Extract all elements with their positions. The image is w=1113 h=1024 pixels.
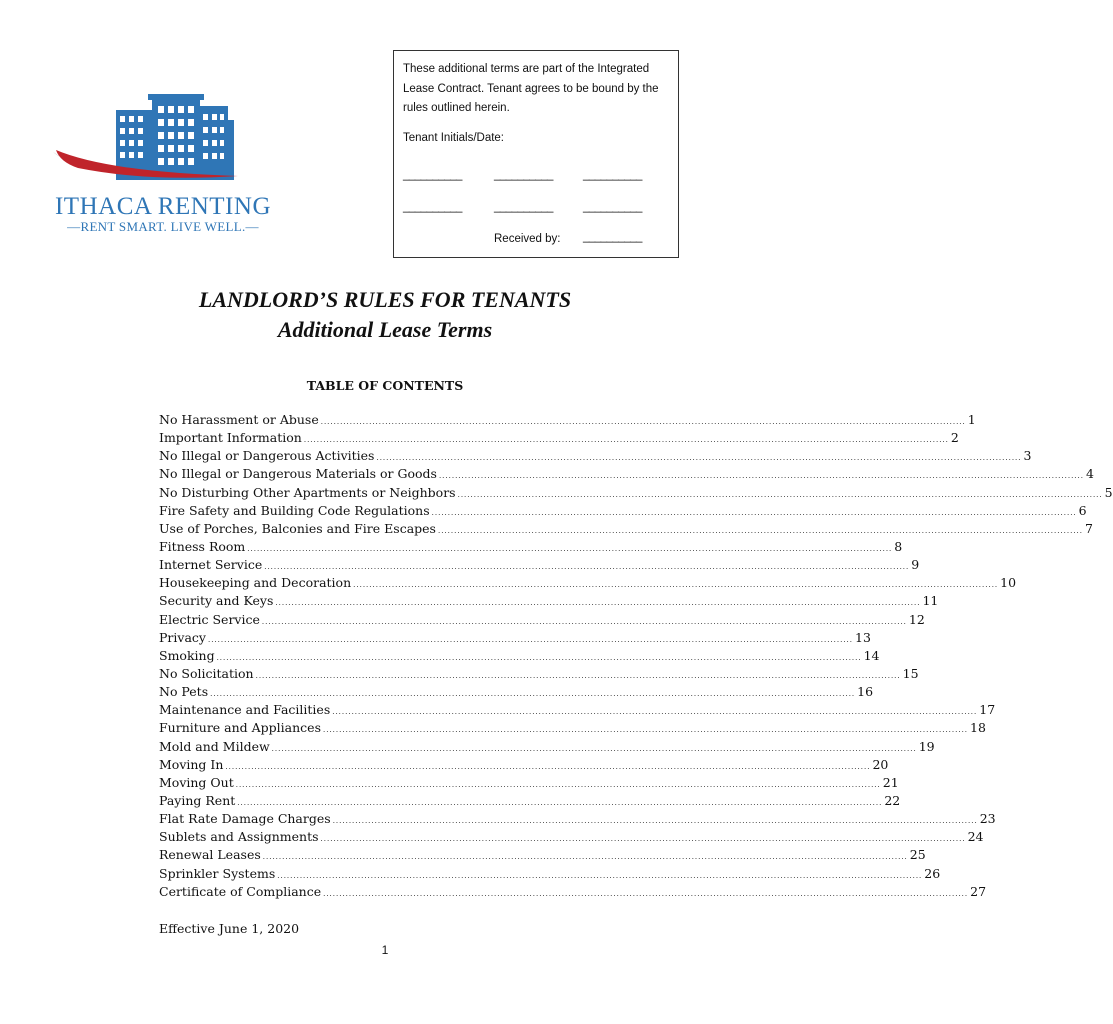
toc-entry-title: Sublets and Assignments [159,829,319,845]
initials-blank[interactable]: __________ [583,201,642,213]
toc-entry[interactable] [159,738,935,757]
toc-leader-dots: ........................................................................................................................................................................................................ [235,780,881,789]
toc-entry-page: 26 [924,865,941,881]
toc-leader-dots: ........................................................................................................................................................................................................ [261,617,907,626]
toc-entry-title: Flat Rate Damage Charges [159,811,331,827]
toc-leader-dots: ........................................................................................................................................................................................................ [431,508,1077,517]
received-by-label: Received by: [494,233,561,245]
toc-entry-title: Moving In [159,756,224,772]
toc-entry[interactable] [159,575,1017,593]
toc-entry[interactable] [159,448,1032,466]
toc-entry-page: 10 [1000,575,1017,591]
toc-entry-page: 22 [884,792,901,808]
toc-leader-dots: ........................................................................................................................................................................................................ [275,599,921,608]
initials-blank[interactable]: __________ [494,201,553,213]
initials-blank[interactable]: __________ [403,201,462,213]
toc-leader-dots: ........................................................................................................................................................................................................ [437,526,1083,535]
toc-entry-page: 14 [863,647,880,663]
document-subtitle: Additional Lease Terms [277,317,493,342]
toc-entry-page: 6 [1078,502,1087,518]
toc-entry[interactable] [159,883,987,902]
logo-tagline: —RENT SMART. LIVE WELL.— [67,219,259,234]
toc-entry-page: 8 [894,538,903,554]
toc-leader-dots: ........................................................................................................................................................................................................ [353,581,999,590]
toc-entry-title: No Disturbing Other Apartments or Neighbors [159,484,456,500]
toc-entry[interactable] [159,629,871,648]
toc-leader-dots: ........................................................................................................................................................................................................ [225,762,871,771]
toc-entry[interactable] [159,702,996,720]
toc-entry[interactable] [159,647,880,666]
toc-entry-page: 4 [1085,466,1094,482]
toc-leader-dots: ........................................................................................................................................................................................................ [237,798,883,807]
toc-leader-dots: ........................................................................................................................................................................................................ [216,653,862,662]
toc-leader-dots: ........................................................................................................................................................................................................ [332,817,978,826]
toc-entry-page: 25 [909,847,926,863]
toc-entry[interactable] [159,720,986,738]
toc-entry-title: Fitness Room [159,538,246,554]
toc-entry-title: Privacy [159,629,206,645]
toc-entry-title: Renewal Leases [159,847,261,863]
effective-date: Effective June 1, 2020 [159,921,300,936]
toc-entry-title: Maintenance and Facilities [159,702,331,718]
toc-entry-title: Sprinkler Systems [159,865,276,881]
toc-entry-title: Housekeeping and Decoration [159,575,352,591]
toc-leader-dots: ........................................................................................................................................................................................................ [323,889,969,898]
toc-entry-title: Fire Safety and Building Code Regulations [159,502,430,518]
toc-entry-title: Important Information [159,430,302,446]
building-icon [48,92,276,192]
toc-leader-dots: ........................................................................................................................................................................................................ [255,671,901,680]
toc-leader-dots: ........................................................................................................................................................................................................ [303,436,949,445]
toc-entry[interactable] [159,484,1113,503]
toc-entry-title: No Illegal or Dangerous Activities [159,448,375,464]
ithaca-renting-logo [48,92,276,242]
toc-entry[interactable] [159,847,926,865]
toc-entry-title: No Pets [159,684,209,700]
toc-entry[interactable] [159,611,925,630]
terms-statement: These additional terms are part of the Integrated Lease Contract. Tenant agrees to be bound by the rules outlined herein. [403,63,659,114]
toc-entry-title: Certificate of Compliance [159,883,322,899]
toc-entry-page: 18 [970,720,986,736]
toc-entry-title: Moving Out [159,774,234,790]
toc-entry-title: Use of Porches, Balconies and Fire Escapes [159,520,436,536]
toc-entry-page: 9 [911,557,920,573]
page-number: 1 [381,943,389,957]
toc-entry[interactable] [159,538,903,557]
toc-entry[interactable] [159,557,920,575]
toc-entry-page: 7 [1085,520,1093,536]
toc-entry-page: 1 [967,412,976,427]
toc-leader-dots: ........................................................................................................................................................................................................ [207,635,853,644]
toc-heading: TABLE OF CONTENTS [306,378,464,393]
toc-entry[interactable] [159,774,899,793]
toc-leader-dots: ........................................................................................................................................................................................................ [332,708,978,717]
toc-entry[interactable] [159,466,1094,484]
toc-entry[interactable] [159,502,1087,521]
toc-entry-title: Security and Keys [159,593,274,609]
toc-leader-dots: ........................................................................................................................................................................................................ [271,744,917,753]
toc-entry[interactable] [159,684,874,702]
toc-entry-title: No Illegal or Dangerous Materials or Goods [159,466,437,482]
toc-leader-dots: ........................................................................................................................................................................................................ [376,454,1022,463]
toc-entry-page: 11 [922,593,939,609]
toc-entry-page: 27 [970,883,987,899]
toc-entry-title: No Solicitation [159,665,254,681]
toc-entry-title: Paying Rent [159,792,236,808]
toc-leader-dots: ........................................................................................................................................................................................................ [277,871,923,880]
toc-leader-dots: ........................................................................................................................................................................................................ [210,690,856,699]
toc-entry-page: 5 [1104,484,1113,500]
toc-entry[interactable] [159,792,901,811]
toc-leader-dots: ........................................................................................................................................................................................................ [320,418,966,426]
toc-entry[interactable] [159,412,976,430]
toc-leader-dots: ........................................................................................................................................................................................................ [438,472,1084,481]
toc-leader-dots: ........................................................................................................................................................................................................ [247,544,893,553]
toc-entry[interactable] [159,756,889,775]
toc-entry-page: 17 [979,702,996,718]
toc-entry[interactable] [159,665,919,684]
toc-entry[interactable] [159,811,996,829]
toc-entry-title: No Harassment or Abuse [159,412,319,427]
toc-entry-page: 24 [967,829,984,845]
toc-entry-title: Smoking [159,647,215,663]
toc-leader-dots: ........................................................................................................................................................................................................ [320,835,966,844]
toc-entry-page: 20 [872,756,889,772]
toc-entry[interactable] [159,520,1093,539]
toc-entry-title: Mold and Mildew [159,738,270,754]
initials-blank[interactable]: __________ [494,169,553,181]
table-of-contents [159,412,1113,902]
toc-entry-page: 3 [1023,448,1032,464]
toc-entry-page: 13 [855,629,871,645]
received-by-blank[interactable]: __________ [583,231,642,243]
toc-leader-dots: ........................................................................................................................................................................................................ [262,853,908,862]
initials-blank[interactable]: __________ [583,169,642,181]
document-title: LANDLORD’S RULES FOR TENANTS [198,287,572,312]
toc-entry[interactable] [159,593,939,611]
toc-entry-page: 21 [882,774,899,790]
toc-leader-dots: ........................................................................................................................................................................................................ [323,726,969,735]
lease-terms-box [393,50,679,258]
toc-entry-page: 23 [979,811,996,827]
toc-entry-page: 12 [908,611,925,627]
toc-entry[interactable] [159,865,941,884]
logo-company-name: ITHACA RENTING [54,193,271,220]
toc-entry-title: Furniture and Appliances [159,720,321,736]
tenant-initials-label: Tenant Initials/Date: [403,132,505,144]
toc-entry[interactable] [159,430,959,448]
toc-entry-page: 2 [950,430,959,446]
toc-entry-title: Electric Service [159,611,260,627]
toc-leader-dots: ........................................................................................................................................................................................................ [264,563,910,572]
toc-entry-title: Internet Service [159,557,263,573]
initials-blank[interactable]: __________ [403,169,462,181]
toc-entry[interactable] [159,829,984,847]
toc-leader-dots: ........................................................................................................................................................................................................ [457,490,1103,499]
toc-entry-page: 15 [902,665,919,681]
toc-entry-page: 19 [918,738,935,754]
toc-entry-page: 16 [857,684,874,700]
